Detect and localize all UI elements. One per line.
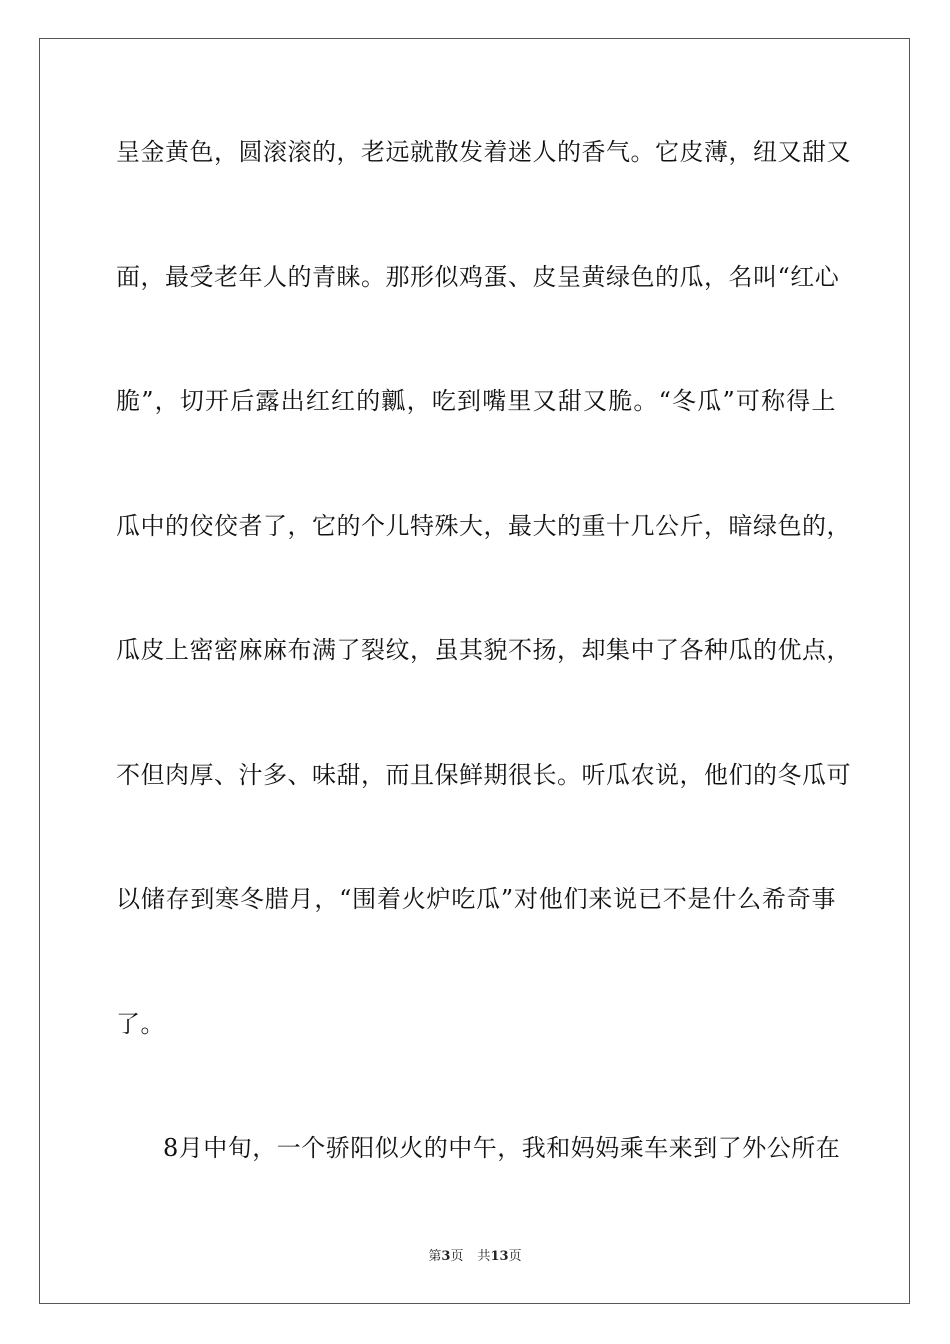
footer-total-prefix: 共 — [477, 1249, 491, 1264]
body-text-line-3: 脆”，切开后露出红红的瓤，吃到嘴里又甜又脆。“冬瓜”可称得上 — [116, 387, 836, 415]
footer-page-number: 3 — [441, 1249, 451, 1264]
page-border — [39, 38, 910, 1304]
paragraph-2-line-1: 8月中旬，一个骄阳似火的中午，我和妈妈乘车来到了外公所在 — [163, 1134, 841, 1162]
body-text-line-1: 呈金黄色，圆滚滚的，老远就散发着迷人的香气。它皮薄，纽又甜又 — [116, 138, 851, 166]
page-footer — [0, 1248, 950, 1266]
body-text-line-5: 瓜皮上密密麻麻布满了裂纹，虽其貌不扬，却集中了各种瓜的优点， — [116, 636, 851, 664]
body-text-line-7: 以储存到寒冬腊月，“围着火炉吃瓜”对他们来说已不是什么希奇事 — [116, 885, 836, 913]
body-text-line-8: 了。 — [116, 1010, 165, 1038]
body-text-line-6: 不但肉厚、汁多、味甜，而且保鲜期很长。听瓜农说，他们的冬瓜可 — [116, 761, 851, 789]
body-text-line-4: 瓜中的佼佼者了，它的个儿特殊大，最大的重十几公斤，暗绿色的， — [116, 512, 851, 540]
footer-total-suffix: 页 — [508, 1249, 522, 1264]
footer-page-prefix: 第 — [428, 1249, 442, 1264]
footer-page-suffix: 页 — [450, 1249, 464, 1264]
footer-total-number: 13 — [490, 1249, 509, 1264]
body-text-line-2: 面，最受老年人的青睐。那形似鸡蛋、皮呈黄绿色的瓜，名叫“红心 — [116, 263, 840, 291]
